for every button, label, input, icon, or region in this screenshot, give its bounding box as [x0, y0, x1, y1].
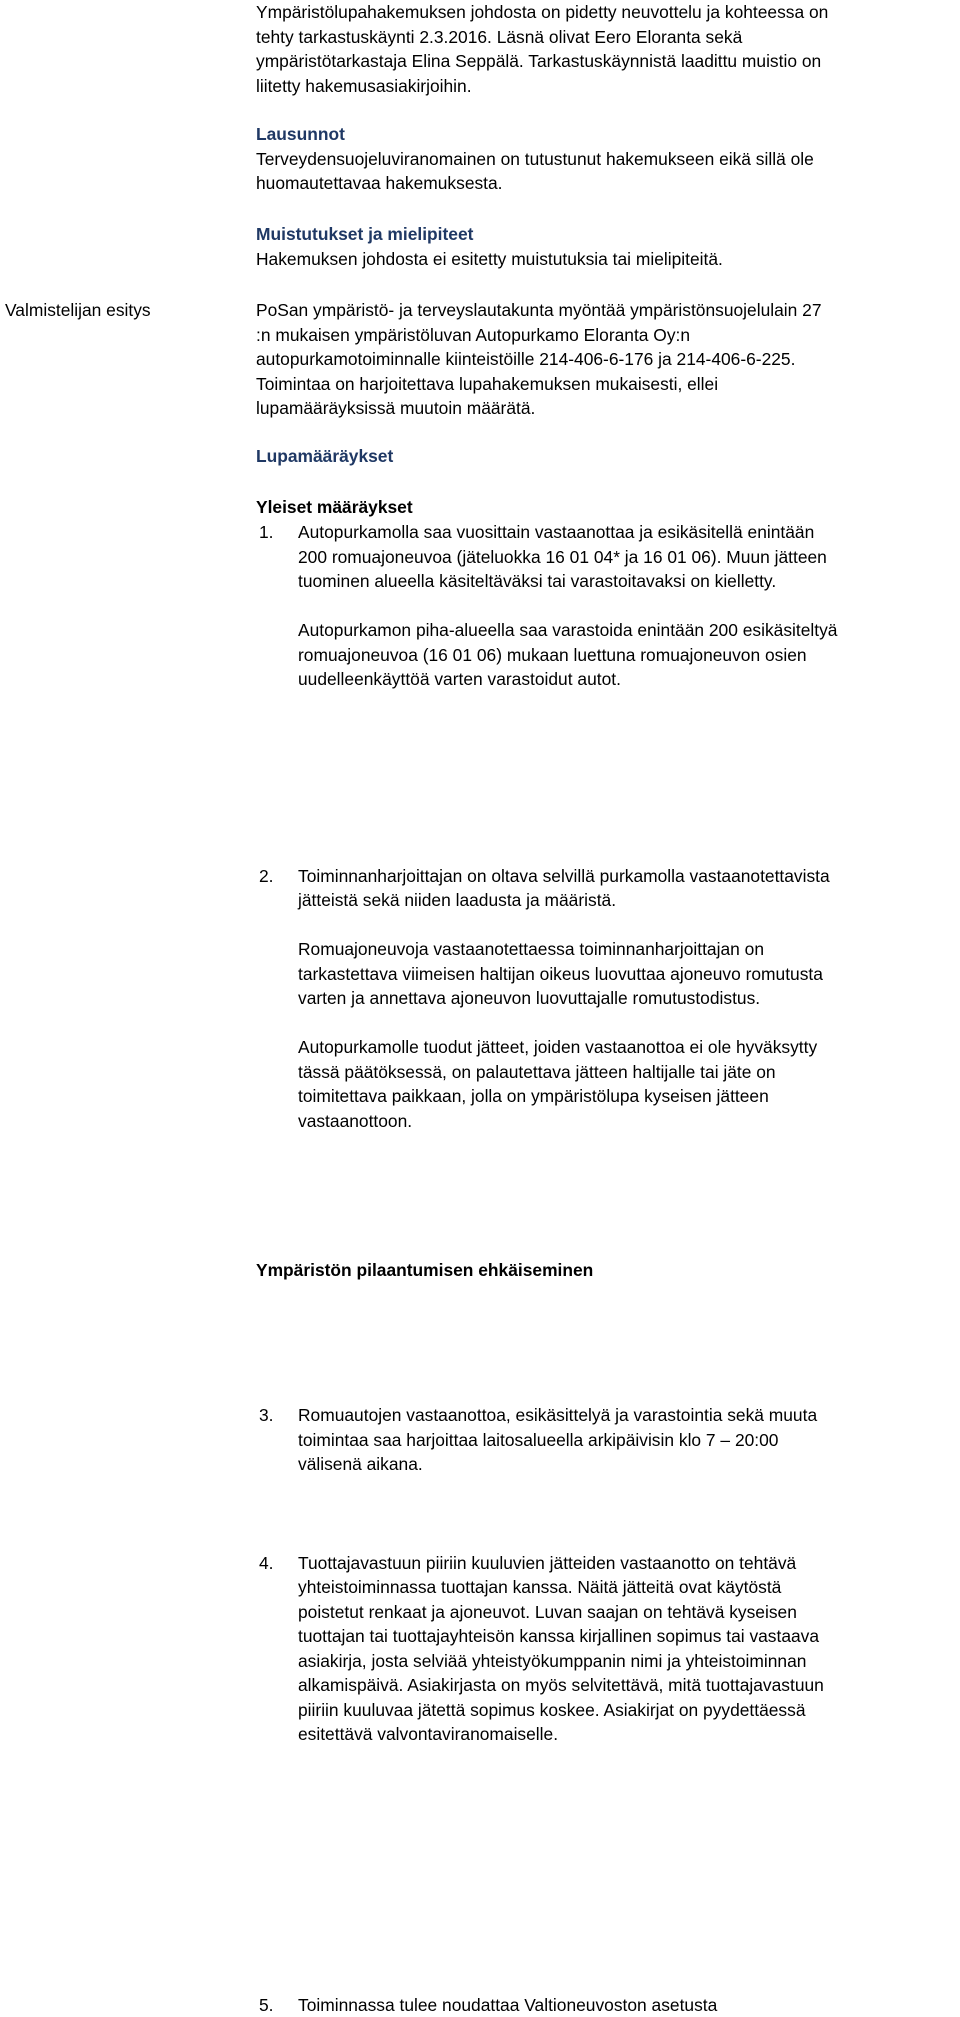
list-item-number: 2.: [259, 864, 274, 889]
intro-section: [256, 0, 956, 98]
list-item-1: [256, 520, 960, 692]
list-item-paragraph: Romuautojen vastaanottoa, esikäsittelyä ja varastointia sekä muuta toimintaa saa harjoittaa laitosalueella arkipäivisin klo 7 – 20:00 välisenä aikana.: [298, 1403, 960, 1477]
lupamaaraykset-heading: Lupamääräykset: [256, 444, 956, 469]
list-item-number: 1.: [259, 520, 274, 545]
pilaantuminen-heading: Ympäristön pilaantumisen ehkäiseminen: [256, 1258, 956, 1283]
list-item-2: [256, 864, 960, 1134]
yleiset-section: [256, 495, 956, 520]
muistutukset-text: Hakemuksen johdosta ei esitetty muistutuksia tai mielipiteitä.: [256, 247, 956, 272]
list-item-paragraph: Romuajoneuvoja vastaanotettaessa toiminnanharjoittajan on tarkastettava viimeisen haltijan oikeus luovuttaa ajoneuvo romutusta varten ja annettava ajoneuvon luovuttajalle romutustodistus.: [298, 937, 960, 1011]
list-item-5: [256, 1993, 960, 2017]
pilaantuminen-section: [256, 1258, 956, 1283]
list-item-number: 4.: [259, 1551, 274, 1576]
lausunnot-section: [256, 122, 956, 196]
muistutukset-heading: Muistutukset ja mielipiteet: [256, 222, 956, 247]
list-item-number: 3.: [259, 1403, 274, 1428]
lausunnot-heading: Lausunnot: [256, 122, 956, 147]
list-item-paragraph: Autopurkamolle tuodut jätteet, joiden vastaanottoa ei ole hyväksytty tässä päätöksessä, on palautettava jätteen haltijalle tai jäte on toimitettava paikkaan, jolla on ympäristölupa kyseisen jätteen vastaanottoon.: [298, 1035, 960, 1133]
intro-paragraph: Ympäristölupahakemuksen johdosta on pidetty neuvottelu ja kohteessa on tehty tarkastuskäynti 2.3.2016. Läsnä olivat Eero Eloranta sekä ympäristötarkastaja Elina Seppälä. Tarkastuskäynnistä laadittu muistio on liitetty hakemusasiakirjoihin.: [256, 0, 956, 98]
yleiset-subheading: Yleiset määräykset: [256, 495, 956, 520]
list-item-paragraph: Toiminnassa tulee noudattaa Valtioneuvoston asetusta: [298, 1993, 960, 2017]
list-item-number: 5.: [259, 1993, 274, 2017]
list-item-paragraph: Autopurkamon piha-alueella saa varastoida enintään 200 esikäsiteltyä romuajoneuvoa (16 01 06) mukaan luettuna romuajoneuvon osien uudelleenkäyttöä varten varastoidut autot.: [298, 618, 960, 692]
esitys-label: Valmistelijan esitys: [5, 298, 245, 323]
list-item-paragraph: Autopurkamolla saa vuosittain vastaanottaa ja esikäsitellä enintään 200 romuajoneuvoa (jäteluokka 16 01 04* ja 16 01 06). Muun jätteen tuominen alueella käsiteltäväksi tai varastoitavaksi on kielletty.: [298, 520, 960, 594]
list-item-paragraph: Tuottajavastuun piiriin kuuluvien jätteiden vastaanotto on tehtävä yhteistoiminnassa tuottajan kanssa. Näitä jätteitä ovat käytöstä poistetut renkaat ja ajoneuvot. Luvan saajan on tehtävä kyseisen tuottajan tai tuottajayhteisön kanssa kirjallinen sopimus tai vastaava asiakirja, josta selviää yhteistyökumppanin nimi ja yhteistoiminnan alkamispäivä. Asiakirjasta on myös selvitettävä, mitä tuottajavastuun piiriin kuuluvaa jätettä sopimus koskee. Asiakirjat on pyydettäessä esitettävä valvontaviranomaiselle.: [298, 1551, 960, 1747]
esitys-section: [256, 298, 956, 421]
muistutukset-section: [256, 222, 956, 271]
lausunnot-text: Terveydensuojeluviranomainen on tutustunut hakemukseen eikä sillä ole huomautettavaa hakemuksesta.: [256, 147, 956, 196]
list-item-4: [256, 1551, 960, 1747]
esitys-text: PoSan ympäristö- ja terveyslautakunta myöntää ympäristönsuojelulain 27 :n mukaisen ympäristöluvan Autopurkamo Eloranta Oy:n autopurkamotoiminnalle kiinteistöille 214-406-6-176 ja 214-406-6-225. Toimintaa on harjoitettava lupahakemuksen mukaisesti, ellei lupamääräyksissä muutoin määrätä.: [256, 298, 956, 421]
list-item-3: [256, 1403, 960, 1477]
lupamaaraykset-section: [256, 444, 956, 469]
list-item-paragraph: Toiminnanharjoittajan on oltava selvillä purkamolla vastaanotettavista jätteistä sekä niiden laadusta ja määristä.: [298, 864, 960, 913]
